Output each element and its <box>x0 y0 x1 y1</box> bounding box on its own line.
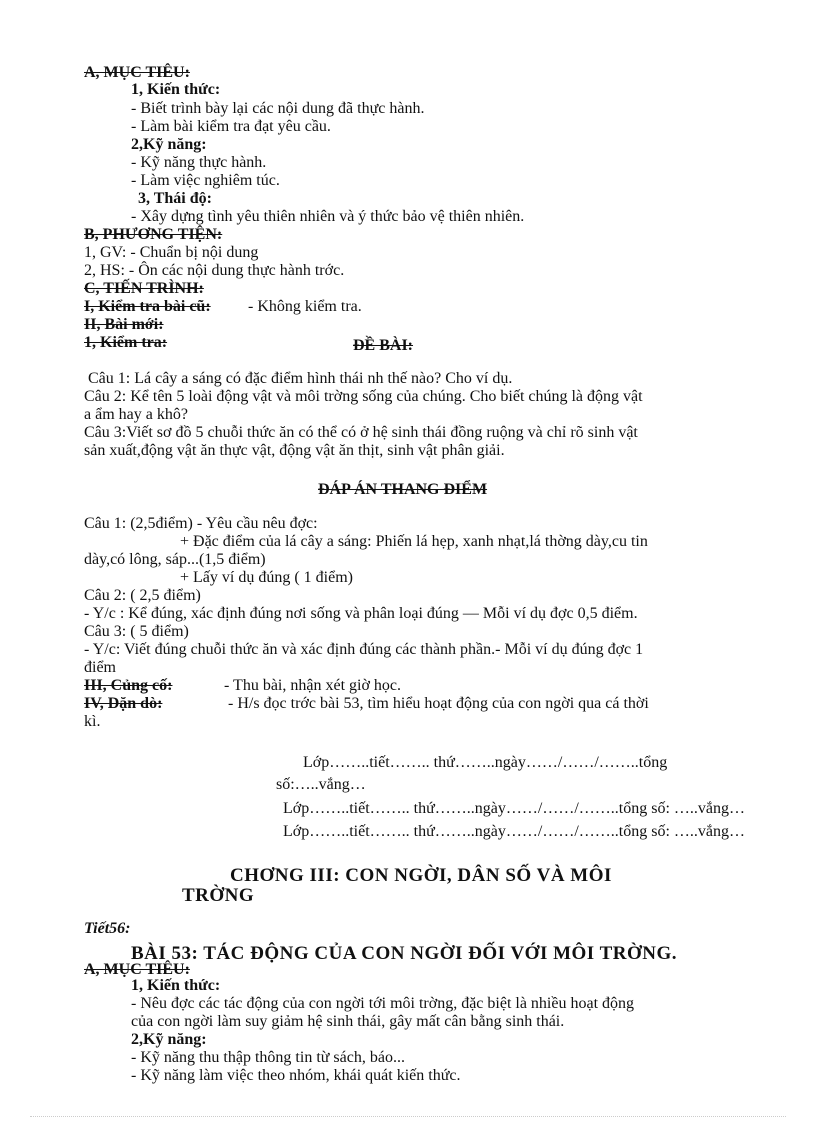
class-log-line: Lớp……..tiết…….. thứ……..ngày……/……/……..tổng số: …..vắng… <box>283 800 745 817</box>
answer-line: dày,có lông, sáp...(1,5 điểm) <box>84 551 266 568</box>
text-line: - Biết trình bày lại các nội dung đã thực hành. <box>131 100 425 117</box>
answer-line: Câu 2: ( 2,5 điểm) <box>84 587 201 604</box>
section-heading-objectives-2: A, MỤC TIÊU: <box>84 961 190 978</box>
question-line: Câu 3:Viết sơ đồ 5 chuỗi thức ăn có thể có ở hệ sinh thái đồng ruộng và chỉ rõ sinh vật <box>84 424 638 441</box>
text-line: - Làm việc nghiêm túc. <box>131 172 280 189</box>
question-line: Câu 2: Kể tên 5 loài động vật và môi trờng sống của chúng. Cho biết chúng là động vật <box>84 388 643 405</box>
subheading-new-lesson: II, Bài mới: <box>84 316 164 333</box>
lesson-number: Tiết56: <box>84 920 131 937</box>
subheading-skills: 2,Kỹ năng: <box>131 136 207 153</box>
answer-line: + Đặc điểm của lá cây a sáng: Phiến lá hẹp, xanh nhạt,lá thờng dày,cu tin <box>180 533 648 550</box>
text-line: của con ngời làm suy giảm hệ sinh thái, gây mất cân bằng sinh thái. <box>131 1013 565 1030</box>
question-line: Câu 1: Lá cây a sáng có đặc điểm hình thái nh thế nào? Cho ví dụ. <box>88 370 513 387</box>
answer-line: - Y/c : Kể đúng, xác định đúng nơi sống và phân loại đúng — Mỗi ví dụ đợc 0,5 điểm. <box>84 605 638 622</box>
question-line: sản xuất,động vật ăn thực vật, động vật ăn thịt, sinh vật phân giải. <box>84 442 505 459</box>
subheading-review: I, Kiểm tra bài cũ: <box>84 298 211 315</box>
text-line: - Kỹ năng thực hành. <box>131 154 267 171</box>
text-line: - Không kiểm tra. <box>248 298 362 315</box>
answer-line: điểm <box>84 659 116 676</box>
subheading-consolidation: III, Củng cố: <box>84 677 173 694</box>
subheading-skills-2: 2,Kỹ năng: <box>131 1031 207 1048</box>
class-log-line: Lớp……..tiết…….. thứ……..ngày……/……/……..tổng <box>303 754 668 771</box>
lesson-title: BÀI 53: TÁC ĐỘNG CỦA CON NGỜI ĐỐI VỚI MÔI TRỜNG. <box>131 943 678 964</box>
text-line: - Nêu đợc các tác động của con ngời tới môi trờng, đặc biệt là nhiều hoạt động <box>131 995 635 1012</box>
subheading-homework: IV, Dặn dò: <box>84 695 163 712</box>
text-line: - Xây dựng tình yêu thiên nhiên và ý thức bảo vệ thiên nhiên. <box>131 208 525 225</box>
text-line: kì. <box>84 713 101 730</box>
text-line: 1, GV: - Chuẩn bị nội dung <box>84 244 259 261</box>
text-line: - Làm bài kiểm tra đạt yêu cầu. <box>131 118 331 135</box>
answer-key-title: ĐÁP ÁN THANG ĐIỂM <box>318 481 488 498</box>
text-line: 2, HS: - Ôn các nội dung thực hành trớc. <box>84 262 345 279</box>
subheading-knowledge-2: 1, Kiến thức: <box>131 977 221 994</box>
text-line: - Thu bài, nhận xét giờ học. <box>224 677 402 694</box>
text-line: - H/s đọc trớc bài 53, tìm hiểu hoạt động của con ngời qua cá thời <box>228 695 649 712</box>
text-line: - Kỹ năng thu thập thông tin từ sách, báo... <box>131 1049 405 1066</box>
answer-line: Câu 1: (2,5điểm) - Yêu cầu nêu đợc: <box>84 515 318 532</box>
subheading-test: 1, Kiểm tra: <box>84 334 168 351</box>
page-footer-divider <box>30 1116 786 1117</box>
question-line: a ẩm hay a khô? <box>84 406 188 423</box>
section-heading-means: B, PHƯƠNG TIỆN: <box>84 226 223 243</box>
answer-line: + Lấy ví dụ đúng ( 1 điểm) <box>180 569 353 586</box>
chapter-title-cont: TRỜNG <box>182 885 255 906</box>
exam-title: ĐỀ BÀI: <box>353 337 414 354</box>
subheading-knowledge: 1, Kiến thức: <box>131 81 221 98</box>
class-log-line: Lớp……..tiết…….. thứ……..ngày……/……/……..tổng số: …..vắng… <box>283 823 745 840</box>
answer-line: - Y/c: Viết đúng chuỗi thức ăn và xác định đúng các thành phần.- Mỗi ví dụ đúng đợc 1 <box>84 641 644 658</box>
chapter-title: CHƠNG III: CON NGỜI, DÂN SỐ VÀ MÔI <box>230 865 612 886</box>
subheading-attitude: 3, Thái độ: <box>138 190 212 207</box>
class-log-line: số:…..vắng… <box>276 776 366 793</box>
text-line: - Kỹ năng làm việc theo nhóm, khái quát kiến thức. <box>131 1067 461 1084</box>
section-heading-objectives: A, MỤC TIÊU: <box>84 64 190 81</box>
section-heading-process: C, TIẾN TRÌNH: <box>84 280 204 297</box>
answer-line: Câu 3: ( 5 điểm) <box>84 623 189 640</box>
